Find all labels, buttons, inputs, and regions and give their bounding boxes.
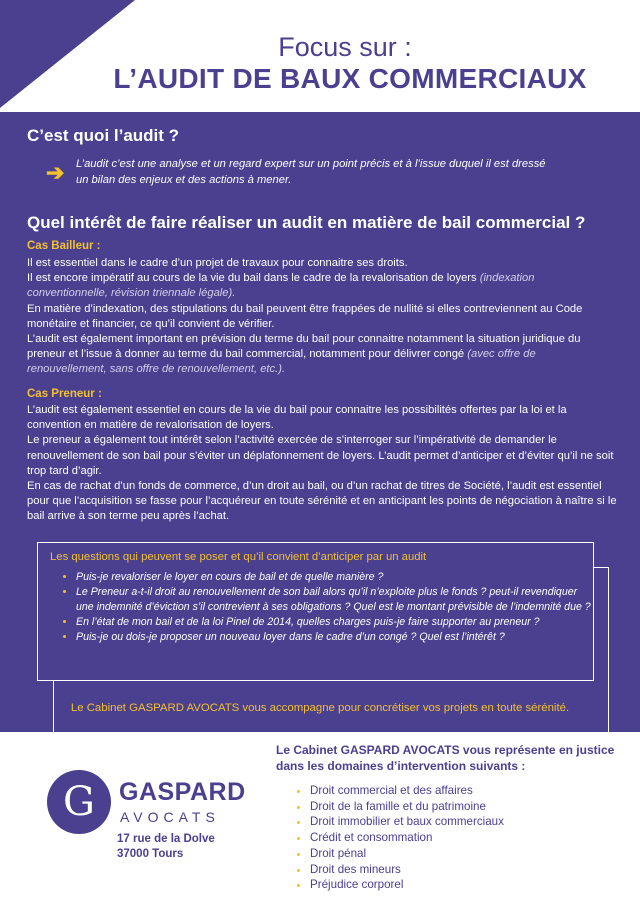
domain-item: • Droit des mineurs <box>310 862 504 878</box>
domain-item: • Droit commercial et des affaires <box>310 783 504 799</box>
questions-list <box>62 570 596 645</box>
bailleur-paragraph <box>27 271 617 301</box>
domains-intro-line: dans les domaines d’intervention suivants : <box>276 759 526 773</box>
arrow-right-icon: ➔ <box>46 160 65 185</box>
domain-item: • Crédit et consommation <box>310 830 504 846</box>
question-what-is-audit: C’est quoi l’audit ? <box>27 126 180 145</box>
case-preneur-text <box>27 403 617 525</box>
bailleur-paragraph <box>27 332 617 378</box>
preneur-paragraph: En cas de rachat d’un fonds de commerce, d’un droit au bail, ou d’un rachat de titres de Société, l’audit est essentiel pour que l’acquisition se fasse pour l’acquéreur en toute sérénité et en anticipant les points de négociation à naître si le bail arrive à son terme peu après l’achat. <box>27 480 617 523</box>
bailleur-italic-note: (indexation conventionnelle, révision triennale légale). <box>27 272 535 300</box>
questions-box-title: Les questions qui peuvent se poser et qu’il convient d’anticiper par un audit <box>50 551 427 563</box>
address-street: 17 rue de la Dolve <box>117 833 215 845</box>
question-item: • Puis-je ou dois-je proposer un nouveau loyer dans le cadre d’un congé ? Quel est l’intérêt ? <box>76 630 596 645</box>
audit-definition: L’audit c’est une analyse et un regard expert sur un point précis et à l’issue duquel il est dressé un bilan des enjeux et des actions à mener. <box>76 158 546 186</box>
logo-subtitle: AVOCATS <box>120 809 220 825</box>
domains-list <box>300 783 504 893</box>
case-bailleur-text <box>27 256 617 378</box>
page-subtitle: Focus sur : <box>278 32 412 62</box>
header <box>0 0 640 112</box>
domain-item: • Droit immobilier et baux commerciaux <box>310 814 504 830</box>
question-interest: Quel intérêt de faire réaliser un audit en matière de bail commercial ? <box>27 213 586 232</box>
bailleur-paragraph: Il est essentiel dans le cadre d’un projet de travaux pour connaitre ses droits. <box>27 257 408 269</box>
question-item: • En l’état de mon bail et de la loi Pinel de 2014, quelles charges puis-je faire supporter au preneur ? <box>76 615 596 630</box>
case-bailleur-title: Cas Bailleur : <box>27 240 101 252</box>
question-item: • Le Preneur a-t-il droit au renouvellement de son bail alors qu’il n’exploite plus le fonds ? peut-il revendiquer une indemnité d’éviction s’il contrevient à ses obligations ? Quel est le montant prévisible de l’indemnité due ? <box>76 585 596 615</box>
bailleur-text: Il est encore impératif au cours de la vie du bail dans le cadre de la revalorisation de loyers <box>27 272 477 285</box>
bailleur-paragraph: En matière d’indexation, des stipulations du bail peuvent être frappées de nullité si elles contreviennent au Code monétaire et financier, ce qu’il convient de vérifier. <box>27 302 583 330</box>
preneur-paragraph: Le preneur a également tout intérêt selon l’activité exercée de s’interroger sur l’impérativité de demander le renouvellement de son bail pour s’éviter un déplafonnement de loyers. L’audit permet d’anticiper et d’éviter qu’il ne soit trop tard d’agir. <box>27 434 614 477</box>
page-title: L’AUDIT DE BAUX COMMERCIAUX <box>113 63 587 94</box>
bailleur-italic-note: (avec offre de renouvellement, sans offre de renouvellement, etc.). <box>27 348 536 376</box>
domain-item: • Préjudice corporel <box>310 877 504 893</box>
call-to-action: Le Cabinet GASPARD AVOCATS vous accompagne pour concrétiser vos projets en toute sérénité. <box>70 702 570 714</box>
domain-item: • Droit de la famille et du patrimoine <box>310 799 504 815</box>
domain-item: • Droit pénal <box>310 846 504 862</box>
logo-name: GASPARD <box>119 778 246 806</box>
logo-g-icon: G <box>47 770 111 834</box>
case-preneur-title: Cas Preneur : <box>27 388 102 400</box>
domains-intro <box>276 742 626 774</box>
main-content <box>0 112 640 732</box>
domains-intro-line: Le Cabinet GASPARD AVOCATS vous représente en justice <box>276 743 615 757</box>
bailleur-text: L’audit est également important en prévision du terme du bail pour connaitre notamment la situation juridique du preneur et l’issue à donner au terme du bail commercial, notamment pour délivrer congé <box>27 333 581 361</box>
questions-box <box>37 542 594 681</box>
preneur-paragraph: L’audit est également essentiel en cours de la vie du bail pour connaitre les possibilités offertes par la loi et la convention en matière de revalorisation de loyers. <box>27 404 567 432</box>
address-city: 37000 Tours <box>117 848 184 860</box>
question-item: • Puis-je revaloriser le loyer en cours de bail et de quelle manière ? <box>76 570 596 585</box>
address <box>117 832 215 862</box>
footer <box>0 732 640 906</box>
